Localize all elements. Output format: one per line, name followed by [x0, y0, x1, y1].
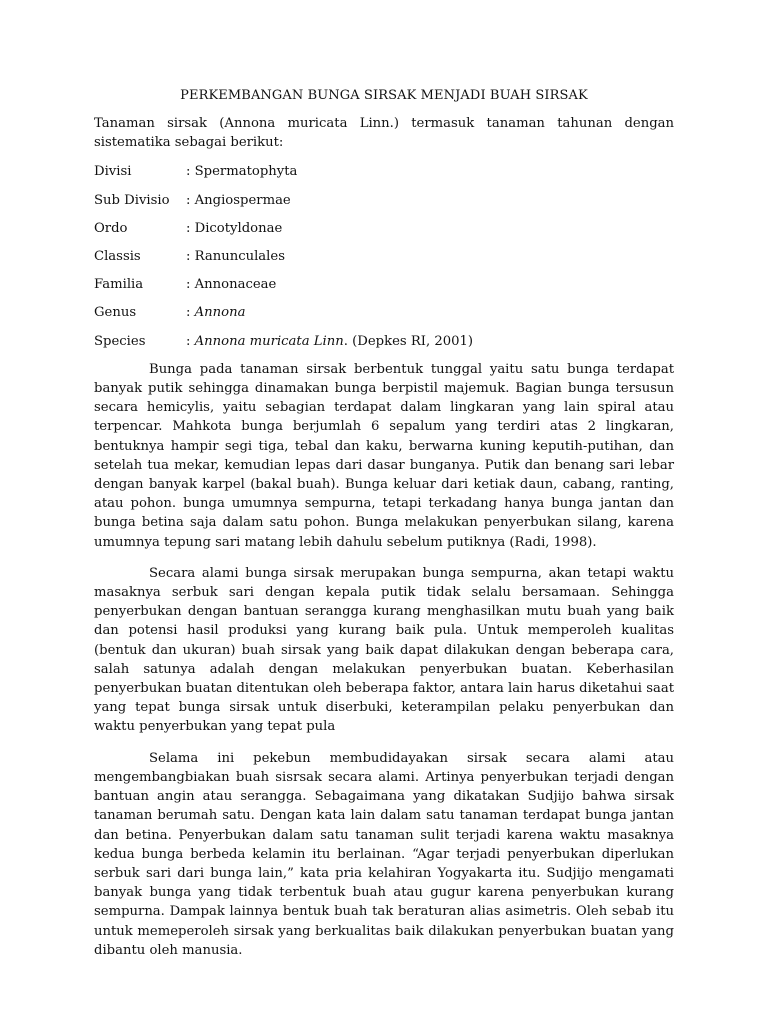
taxonomy-value: : Spermatophyta	[186, 164, 298, 180]
taxonomy-value: : Angiospermae	[186, 192, 291, 208]
taxonomy-value: : Dicotyldonae	[186, 220, 283, 236]
taxonomy-value: : Annonaceae	[186, 277, 277, 293]
taxonomy-value-italic: Annona muricata Linn	[194, 333, 344, 349]
taxonomy-row-familia	[94, 271, 674, 299]
taxonomy-value-italic: Annona	[194, 305, 246, 321]
taxonomy-row-genus	[94, 299, 674, 327]
body-paragraph-2: Secara alami bunga sirsak merupakan bunga sempurna, akan tetapi waktu masaknya serbuk sari dengan kepala putik tidak selalu bersamaan. Sehingga penyerbukan dengan bantuan serangga kurang menghasilkan mutu buah yang baik dan potensi hasil produksi yang kurang baik pula. Untuk memperoleh kualitas (bentuk dan ukuran) buah sirsak yang baik dapat dilakukan dengan beberapa cara, salah satunya adalah dengan melakukan penyerbukan buatan. Keberhasilan penyerbukan buatan ditentukan oleh beberapa faktor, antara lain harus diketahui saat yang tepat bunga sirsak untuk diserbuki, keterampilan pelaku penyerbukan dan waktu penyerbukan yang tepat pula	[94, 565, 674, 735]
taxonomy-value-suffix: . (Depkes RI, 2001)	[343, 333, 474, 349]
document-page	[94, 86, 674, 960]
taxonomy-row-ordo	[94, 215, 674, 243]
taxonomy-key: Ordo	[94, 220, 128, 236]
taxonomy-value	[186, 299, 674, 327]
taxonomy-row-subdivisio	[94, 187, 674, 215]
taxonomy-key: Sub Divisio	[94, 192, 170, 208]
taxonomy-key: Classis	[94, 249, 141, 265]
taxonomy-key: Familia	[94, 277, 144, 293]
taxonomy-value: : Ranunculales	[186, 249, 285, 265]
taxonomy-key: Genus	[94, 305, 137, 321]
taxonomy-value	[186, 328, 674, 356]
taxonomy-row-classis	[94, 243, 674, 271]
body-paragraph-1: Bunga pada tanaman sirsak berbentuk tunggal yaitu satu bunga terdapat banyak putik sehingga dinamakan bunga berpistil majemuk. Bagian bunga tersusun secara hemicylis, yaitu sebagian terdapat dalam lingkaran yang lain spiral atau terpencar. Mahkota bunga berjumlah 6 sepalum yang terdiri atas 2 lingkaran, bentuknya hampir segi tiga, tebal dan kaku, berwarna kuning keputih-putihan, dan setelah tua mekar, kemudian lepas dari dasar bunganya. Putik dan benang sari lebar dengan banyak karpel (bakal buah). Bunga keluar dari ketiak daun, cabang, ranting, atau pohon. bunga umumnya sempurna, tetapi terkadang hanya bunga jantan dan bunga betina saja dalam satu pohon. Bunga melakukan penyerbukan silang, karena umumnya tepung sari matang lebih dahulu sebelum putiknya (Radi, 1998).	[94, 361, 674, 550]
taxonomy-list	[94, 158, 674, 355]
intro-paragraph: Tanaman sirsak (Annona muricata Linn.) termasuk tanaman tahunan dengan sistematika sebagai berikut:	[94, 116, 674, 151]
body-paragraph-3: Selama ini pekebun membudidayakan sirsak secara alami atau mengembangbiakan buah sisrsak secara alami. Artinya penyerbukan terjadi dengan bantuan angin atau serangga. Sebagaimana yang dikatakan Sudjijo bahwa sirsak tanaman berumah satu. Dengan kata lain dalam satu tanaman terdapat bunga jantan dan betina. Penyerbukan dalam satu tanaman sulit terjadi karena waktu masaknya kedua bunga berbeda kelamin itu berlainan. “Agar terjadi penyerbukan diperlukan serbuk sari dari bunga lain,” kata pria kelahiran Yogyakarta itu. Sudjijo mengamati banyak bunga yang tidak terbentuk buah atau gugur karena penyerbukan kurang sempurna. Dampak lainnya bentuk buah tak beraturan alias asimetris. Oleh sebab itu untuk memeperoleh sirsak yang berkualitas baik dilakukan penyerbukan buatan yang dibantu oleh manusia.	[94, 750, 674, 958]
taxonomy-key: Divisi	[94, 164, 132, 180]
taxonomy-row-divisi	[94, 158, 674, 186]
taxonomy-row-species	[94, 328, 674, 356]
taxonomy-key: Species	[94, 333, 146, 349]
document-title: PERKEMBANGAN BUNGA SIRSAK MENJADI BUAH SIRSAK	[180, 88, 588, 103]
taxonomy-value-prefix: :	[186, 305, 195, 321]
taxonomy-value-prefix: :	[186, 333, 195, 349]
